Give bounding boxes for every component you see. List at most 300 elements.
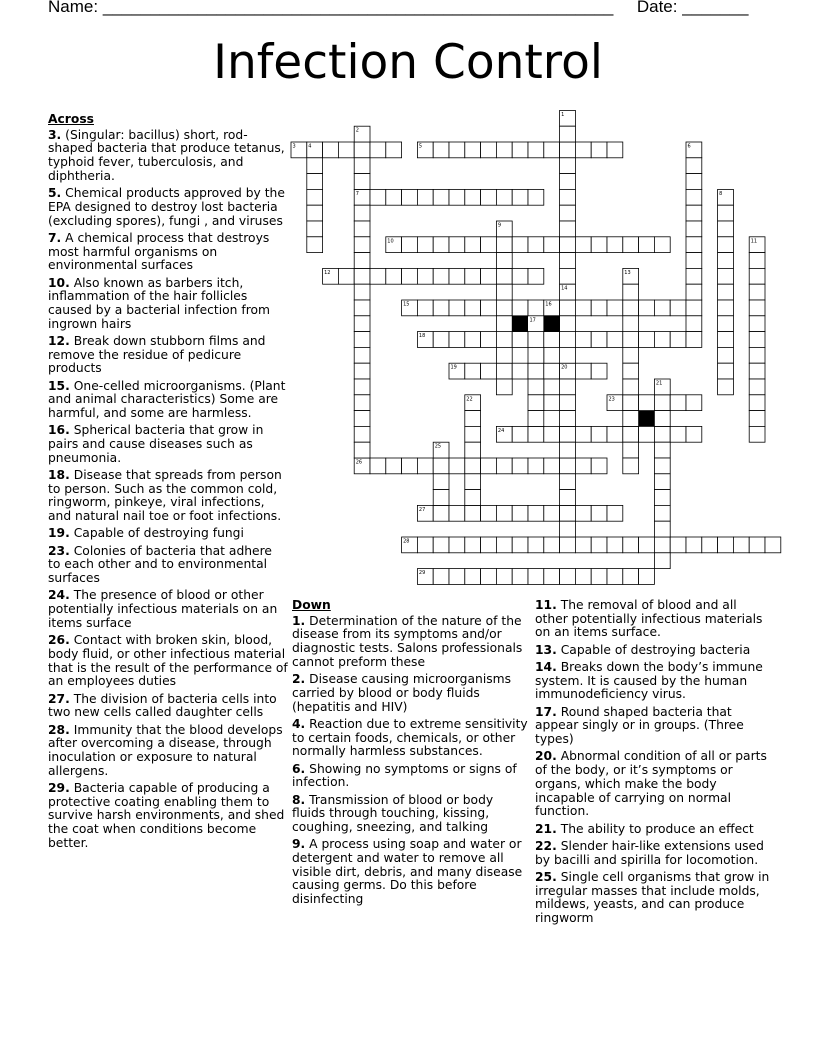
grid-cell[interactable] [544,395,560,411]
grid-cell[interactable] [560,237,576,253]
grid-cell[interactable] [465,237,481,253]
grid-cell[interactable] [433,537,449,553]
grid-cell[interactable] [465,537,481,553]
grid-cell[interactable] [544,142,560,158]
grid-cell[interactable] [417,300,433,316]
grid-cell[interactable] [433,189,449,205]
grid-cell[interactable] [544,505,560,521]
grid-cell[interactable] [496,363,512,379]
grid-cell[interactable] [323,268,339,284]
grid-cell[interactable] [481,537,497,553]
grid-cell[interactable] [512,426,528,442]
grid-cell[interactable] [560,110,576,126]
grid-cell[interactable] [481,237,497,253]
grid-cell[interactable] [765,537,781,553]
grid-cell[interactable] [370,142,386,158]
grid-cell[interactable] [623,569,639,585]
grid-cell[interactable] [512,332,528,348]
grid-cell[interactable] [307,174,323,190]
grid-cell[interactable] [686,205,702,221]
grid-cell[interactable] [528,395,544,411]
grid-cell[interactable] [528,347,544,363]
grid-cell[interactable] [749,537,765,553]
grid-cell[interactable] [575,300,591,316]
grid-cell[interactable] [481,569,497,585]
grid-cell[interactable] [654,426,670,442]
grid-cell[interactable] [449,569,465,585]
grid-cell[interactable] [449,300,465,316]
grid-cell[interactable] [654,537,670,553]
grid-cell[interactable] [370,189,386,205]
grid-cell[interactable] [528,426,544,442]
grid-cell[interactable] [718,237,734,253]
grid-cell[interactable] [591,237,607,253]
grid-cell[interactable] [512,569,528,585]
grid-cell[interactable] [465,569,481,585]
grid-cell[interactable] [623,411,639,427]
grid-cell[interactable] [528,363,544,379]
grid-cell[interactable] [417,332,433,348]
grid-cell[interactable] [433,332,449,348]
grid-cell[interactable] [623,332,639,348]
grid-cell[interactable] [749,411,765,427]
grid-cell[interactable] [670,395,686,411]
grid-cell[interactable] [512,300,528,316]
grid-cell[interactable] [354,426,370,442]
grid-cell[interactable] [433,505,449,521]
grid-cell[interactable] [481,363,497,379]
grid-cell[interactable] [354,221,370,237]
grid-cell[interactable] [496,426,512,442]
grid-cell[interactable] [544,458,560,474]
date-blank[interactable]: _______ [682,0,749,16]
grid-cell[interactable] [607,142,623,158]
grid-cell[interactable] [354,158,370,174]
grid-cell[interactable] [718,379,734,395]
grid-cell[interactable] [433,268,449,284]
grid-cell[interactable] [544,363,560,379]
grid-cell[interactable] [654,553,670,569]
grid-cell[interactable] [654,474,670,490]
grid-cell[interactable] [749,253,765,269]
grid-cell[interactable] [544,300,560,316]
grid-cell[interactable] [560,316,576,332]
grid-cell[interactable] [449,505,465,521]
grid-cell[interactable] [481,142,497,158]
grid-cell[interactable] [386,237,402,253]
grid-cell[interactable] [607,395,623,411]
grid-cell[interactable] [496,379,512,395]
grid-cell[interactable] [686,237,702,253]
grid-cell[interactable] [749,237,765,253]
grid-cell[interactable] [639,569,655,585]
grid-cell[interactable] [528,537,544,553]
grid-cell[interactable] [591,458,607,474]
grid-cell[interactable] [560,126,576,142]
grid-cell[interactable] [560,158,576,174]
grid-cell[interactable] [449,189,465,205]
grid-cell[interactable] [417,189,433,205]
grid-cell[interactable] [496,316,512,332]
grid-cell[interactable] [433,458,449,474]
grid-cell[interactable] [496,332,512,348]
grid-cell[interactable] [465,395,481,411]
grid-cell[interactable] [654,300,670,316]
grid-cell[interactable] [591,569,607,585]
grid-cell[interactable] [354,379,370,395]
grid-cell[interactable] [496,569,512,585]
grid-cell[interactable] [465,189,481,205]
grid-cell[interactable] [465,268,481,284]
grid-cell[interactable] [338,268,354,284]
grid-cell[interactable] [449,268,465,284]
grid-cell[interactable] [560,411,576,427]
grid-cell[interactable] [465,458,481,474]
grid-cell[interactable] [544,426,560,442]
grid-cell[interactable] [718,253,734,269]
grid-cell[interactable] [560,284,576,300]
grid-cell[interactable] [528,142,544,158]
grid-cell[interactable] [465,411,481,427]
grid-cell[interactable] [386,268,402,284]
grid-cell[interactable] [623,347,639,363]
grid-cell[interactable] [528,569,544,585]
grid-cell[interactable] [465,142,481,158]
grid-cell[interactable] [449,458,465,474]
grid-cell[interactable] [654,505,670,521]
grid-cell[interactable] [639,300,655,316]
grid-cell[interactable] [291,142,307,158]
grid-cell[interactable] [496,142,512,158]
grid-cell[interactable] [354,237,370,253]
grid-cell[interactable] [654,237,670,253]
grid-cell[interactable] [686,300,702,316]
grid-cell[interactable] [670,300,686,316]
grid-cell[interactable] [686,316,702,332]
grid-cell[interactable] [639,395,655,411]
grid-cell[interactable] [496,268,512,284]
grid-cell[interactable] [654,521,670,537]
grid-cell[interactable] [575,505,591,521]
grid-cell[interactable] [575,363,591,379]
grid-cell[interactable] [575,332,591,348]
grid-cell[interactable] [528,189,544,205]
grid-cell[interactable] [560,521,576,537]
grid-cell[interactable] [560,442,576,458]
grid-cell[interactable] [512,505,528,521]
grid-cell[interactable] [354,284,370,300]
grid-cell[interactable] [465,363,481,379]
grid-cell[interactable] [607,426,623,442]
name-blank[interactable]: ______________________________________________________ [102,0,614,16]
grid-cell[interactable] [528,300,544,316]
grid-cell[interactable] [623,442,639,458]
grid-cell[interactable] [496,458,512,474]
grid-cell[interactable] [575,426,591,442]
grid-cell[interactable] [623,379,639,395]
grid-cell[interactable] [307,142,323,158]
grid-cell[interactable] [560,189,576,205]
grid-cell[interactable] [449,142,465,158]
grid-cell[interactable] [481,458,497,474]
grid-cell[interactable] [354,189,370,205]
grid-cell[interactable] [496,253,512,269]
grid-cell[interactable] [512,142,528,158]
grid-cell[interactable] [512,537,528,553]
grid-cell[interactable] [591,300,607,316]
grid-cell[interactable] [402,189,418,205]
grid-cell[interactable] [749,284,765,300]
grid-cell[interactable] [402,268,418,284]
grid-cell[interactable] [544,347,560,363]
grid-cell[interactable] [496,505,512,521]
grid-cell[interactable] [607,332,623,348]
grid-cell[interactable] [560,395,576,411]
grid-cell[interactable] [733,537,749,553]
grid-cell[interactable] [417,142,433,158]
grid-cell[interactable] [654,490,670,506]
grid-cell[interactable] [749,395,765,411]
grid-cell[interactable] [686,332,702,348]
grid-cell[interactable] [402,458,418,474]
grid-cell[interactable] [623,395,639,411]
grid-cell[interactable] [496,221,512,237]
grid-cell[interactable] [354,268,370,284]
grid-cell[interactable] [718,284,734,300]
grid-cell[interactable] [496,537,512,553]
grid-cell[interactable] [607,569,623,585]
grid-cell[interactable] [591,332,607,348]
grid-cell[interactable] [512,189,528,205]
grid-cell[interactable] [544,332,560,348]
grid-cell[interactable] [354,142,370,158]
grid-cell[interactable] [449,537,465,553]
grid-cell[interactable] [496,189,512,205]
grid-cell[interactable] [528,505,544,521]
grid-cell[interactable] [718,537,734,553]
grid-cell[interactable] [512,237,528,253]
grid-cell[interactable] [718,189,734,205]
grid-cell[interactable] [512,268,528,284]
grid-cell[interactable] [370,458,386,474]
grid-cell[interactable] [560,490,576,506]
grid-cell[interactable] [749,363,765,379]
grid-cell[interactable] [433,569,449,585]
grid-cell[interactable] [496,347,512,363]
grid-cell[interactable] [528,268,544,284]
grid-cell[interactable] [354,458,370,474]
grid-cell[interactable] [686,253,702,269]
grid-cell[interactable] [623,316,639,332]
grid-cell[interactable] [623,268,639,284]
grid-cell[interactable] [560,537,576,553]
grid-cell[interactable] [639,332,655,348]
grid-cell[interactable] [575,142,591,158]
grid-cell[interactable] [449,363,465,379]
grid-cell[interactable] [433,142,449,158]
grid-cell[interactable] [386,142,402,158]
grid-cell[interactable] [528,332,544,348]
grid-cell[interactable] [623,284,639,300]
grid-cell[interactable] [591,363,607,379]
grid-cell[interactable] [749,268,765,284]
grid-cell[interactable] [481,189,497,205]
grid-cell[interactable] [654,458,670,474]
grid-cell[interactable] [686,395,702,411]
grid-cell[interactable] [575,458,591,474]
grid-cell[interactable] [449,237,465,253]
grid-cell[interactable] [544,569,560,585]
grid-cell[interactable] [560,221,576,237]
grid-cell[interactable] [386,458,402,474]
grid-cell[interactable] [465,505,481,521]
grid-cell[interactable] [307,221,323,237]
grid-cell[interactable] [433,442,449,458]
grid-cell[interactable] [560,569,576,585]
grid-cell[interactable] [686,426,702,442]
grid-cell[interactable] [575,537,591,553]
grid-cell[interactable] [560,505,576,521]
grid-cell[interactable] [307,158,323,174]
grid-cell[interactable] [544,537,560,553]
grid-cell[interactable] [449,332,465,348]
grid-cell[interactable] [560,332,576,348]
grid-cell[interactable] [465,426,481,442]
grid-cell[interactable] [686,158,702,174]
grid-cell[interactable] [686,537,702,553]
grid-cell[interactable] [749,316,765,332]
grid-cell[interactable] [386,189,402,205]
grid-cell[interactable] [718,347,734,363]
grid-cell[interactable] [544,379,560,395]
grid-cell[interactable] [354,316,370,332]
grid-cell[interactable] [654,442,670,458]
grid-cell[interactable] [354,363,370,379]
grid-cell[interactable] [686,142,702,158]
grid-cell[interactable] [749,300,765,316]
grid-cell[interactable] [307,189,323,205]
grid-cell[interactable] [496,300,512,316]
grid-cell[interactable] [654,379,670,395]
grid-cell[interactable] [718,268,734,284]
grid-cell[interactable] [417,537,433,553]
grid-cell[interactable] [402,537,418,553]
grid-cell[interactable] [307,237,323,253]
grid-cell[interactable] [402,237,418,253]
grid-cell[interactable] [544,237,560,253]
grid-cell[interactable] [670,332,686,348]
grid-cell[interactable] [591,426,607,442]
grid-cell[interactable] [686,284,702,300]
grid-cell[interactable] [370,268,386,284]
grid-cell[interactable] [575,569,591,585]
grid-cell[interactable] [417,268,433,284]
grid-cell[interactable] [749,347,765,363]
grid-cell[interactable] [623,426,639,442]
grid-cell[interactable] [354,332,370,348]
grid-cell[interactable] [686,189,702,205]
grid-cell[interactable] [718,205,734,221]
grid-cell[interactable] [607,237,623,253]
grid-cell[interactable] [591,537,607,553]
grid-cell[interactable] [560,363,576,379]
grid-cell[interactable] [417,458,433,474]
grid-cell[interactable] [749,332,765,348]
grid-cell[interactable] [686,174,702,190]
grid-cell[interactable] [686,221,702,237]
grid-cell[interactable] [402,300,418,316]
grid-cell[interactable] [560,205,576,221]
grid-cell[interactable] [670,426,686,442]
grid-cell[interactable] [702,537,718,553]
grid-cell[interactable] [623,363,639,379]
grid-cell[interactable] [307,205,323,221]
grid-cell[interactable] [433,490,449,506]
grid-cell[interactable] [465,490,481,506]
grid-cell[interactable] [465,300,481,316]
grid-cell[interactable] [623,237,639,253]
grid-cell[interactable] [560,253,576,269]
grid-cell[interactable] [323,142,339,158]
grid-cell[interactable] [718,332,734,348]
grid-cell[interactable] [354,442,370,458]
grid-cell[interactable] [718,221,734,237]
grid-cell[interactable] [560,347,576,363]
grid-cell[interactable] [560,174,576,190]
grid-cell[interactable] [354,347,370,363]
grid-cell[interactable] [623,300,639,316]
grid-cell[interactable] [560,426,576,442]
grid-cell[interactable] [417,505,433,521]
grid-cell[interactable] [670,537,686,553]
grid-cell[interactable] [417,237,433,253]
grid-cell[interactable] [465,442,481,458]
grid-cell[interactable] [417,569,433,585]
grid-cell[interactable] [718,300,734,316]
grid-cell[interactable] [654,411,670,427]
grid-cell[interactable] [607,537,623,553]
grid-cell[interactable] [718,316,734,332]
grid-cell[interactable] [512,458,528,474]
grid-cell[interactable] [496,237,512,253]
grid-cell[interactable] [654,395,670,411]
grid-cell[interactable] [481,300,497,316]
grid-cell[interactable] [433,300,449,316]
grid-cell[interactable] [560,268,576,284]
grid-cell[interactable] [623,458,639,474]
grid-cell[interactable] [560,474,576,490]
grid-cell[interactable] [528,237,544,253]
grid-cell[interactable] [354,411,370,427]
grid-cell[interactable] [718,363,734,379]
grid-cell[interactable] [560,142,576,158]
grid-cell[interactable] [354,300,370,316]
grid-cell[interactable] [528,411,544,427]
grid-cell[interactable] [607,505,623,521]
grid-cell[interactable] [623,537,639,553]
grid-cell[interactable] [575,237,591,253]
grid-cell[interactable] [639,237,655,253]
grid-cell[interactable] [354,126,370,142]
grid-cell[interactable] [528,379,544,395]
grid-cell[interactable] [639,537,655,553]
grid-cell[interactable] [465,474,481,490]
grid-cell[interactable] [654,332,670,348]
grid-cell[interactable] [481,268,497,284]
grid-cell[interactable] [686,268,702,284]
grid-cell[interactable] [496,284,512,300]
grid-cell[interactable] [749,426,765,442]
